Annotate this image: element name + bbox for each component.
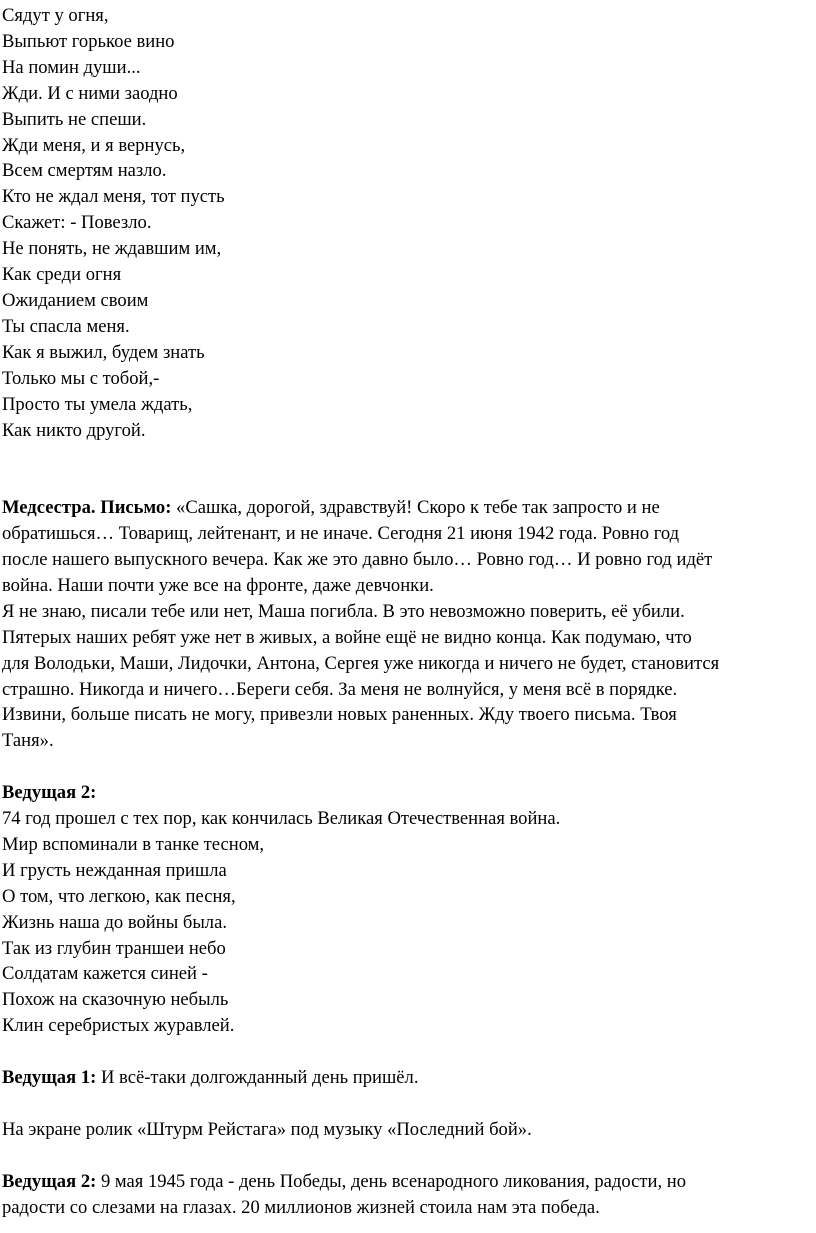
poem (2, 3, 814, 443)
letter-text: «Сашка, дорогой, здравствуй! Скоро к тебе так запросто и не (171, 497, 660, 519)
poem-line: Жди. И с ними заодно (2, 82, 178, 104)
host1-line (2, 1065, 814, 1091)
verse-line: Жизнь наша до войны была. (2, 911, 227, 933)
letter-line (2, 495, 814, 521)
host1-text: И всё-таки долгожданный день пришёл. (96, 1067, 419, 1089)
poem-line: Выпить не спеши. (2, 108, 147, 130)
verse-line: Мир вспоминали в танке тесном, (2, 833, 265, 855)
letter-section (2, 495, 814, 754)
letter-line: обратишься… Товарищ, лейтенант, и не иначе. Сегодня 21 июня 1942 года. Ровно год (2, 523, 680, 545)
poem-line: На помин души... (2, 56, 141, 78)
spacer (2, 1039, 814, 1065)
speaker-label: Ведущая 2: (2, 782, 97, 804)
poem-line: Ты спасла меня. (2, 315, 130, 337)
poem-line: Сядут у огня, (2, 5, 109, 26)
spacer (2, 469, 814, 495)
letter-line: Извини, больше писать не могу, привезли новых раненных. Жду твоего письма. Твоя (2, 704, 677, 726)
poem-line: Как никто другой. (2, 419, 146, 441)
screen-note: На экране ролик «Штурм Рейстага» под музыку «Последний бой». (2, 1118, 532, 1140)
poem-line: Ожиданием своим (2, 289, 149, 311)
poem-line: Всем смертям назло. (2, 160, 167, 182)
host2-final-section (2, 1169, 814, 1221)
poem-line: Просто ты умела ждать, (2, 393, 193, 415)
document-page (2, 3, 814, 1221)
poem-line: Не понять, не ждавшим им, (2, 238, 222, 260)
verse-line: И грусть нежданная пришла (2, 859, 227, 881)
speaker-label: Ведущая 1: (2, 1067, 97, 1089)
poem-line: Выпьют горькое вино (2, 30, 175, 52)
verse-line: О том, что легкою, как песня, (2, 885, 236, 907)
letter-line: страшно. Никогда и ничего…Береги себя. За меня не волнуйся, у меня всё в порядке. (2, 678, 678, 700)
verse-line: Похож на сказочную небыль (2, 989, 229, 1011)
spacer (2, 443, 814, 469)
final-line (2, 1169, 814, 1195)
verse-line: 74 год прошел с тех пор, как кончилась Великая Отечественная война. (2, 808, 561, 830)
letter-line: для Володьки, Маши, Лидочки, Антона, Сергея уже никогда и ничего не будет, становится (2, 652, 720, 674)
host2-section (2, 780, 814, 1039)
verse-line: Солдатам кажется синей - (2, 963, 208, 985)
speaker-label: Медсестра. Письмо: (2, 497, 172, 519)
verse-line: Так из глубин траншеи небо (2, 937, 226, 959)
poem-line: Только мы с тобой,- (2, 367, 160, 389)
poem-line: Скажет: - Повезло. (2, 212, 152, 234)
poem-line: Кто не ждал меня, тот пусть (2, 186, 225, 208)
spacer (2, 754, 814, 780)
poem-line: Как среди огня (2, 264, 122, 286)
final-text: 9 мая 1945 года - день Победы, день всенародного ликования, радости, но (96, 1170, 687, 1192)
spacer (2, 1091, 814, 1117)
letter-line: Таня». (2, 730, 54, 752)
poem-line: Жди меня, и я вернусь, (2, 134, 186, 156)
letter-line: Пятерых наших ребят уже нет в живых, а войне ещё не видно конца. Как подумаю, что (2, 626, 692, 648)
spacer (2, 1143, 814, 1169)
poem-line: Как я выжил, будем знать (2, 341, 205, 363)
host1-section (2, 1065, 814, 1091)
letter-line: война. Наши почти уже все на фронте, даже девчонки. (2, 574, 434, 596)
speaker-label: Ведущая 2: (2, 1170, 97, 1192)
final-line: радости со слезами на глазах. 20 миллионов жизней стоила нам эта победа. (2, 1196, 600, 1218)
verse-line: Клин серебристых журавлей. (2, 1015, 235, 1037)
letter-line: Я не знаю, писали тебе или нет, Маша погибла. В это невозможно поверить, её убили. (2, 600, 685, 622)
screen-note-section (2, 1117, 814, 1143)
letter-line: после нашего выпускного вечера. Как же это давно было… Ровно год… И ровно год идёт (2, 549, 713, 570)
